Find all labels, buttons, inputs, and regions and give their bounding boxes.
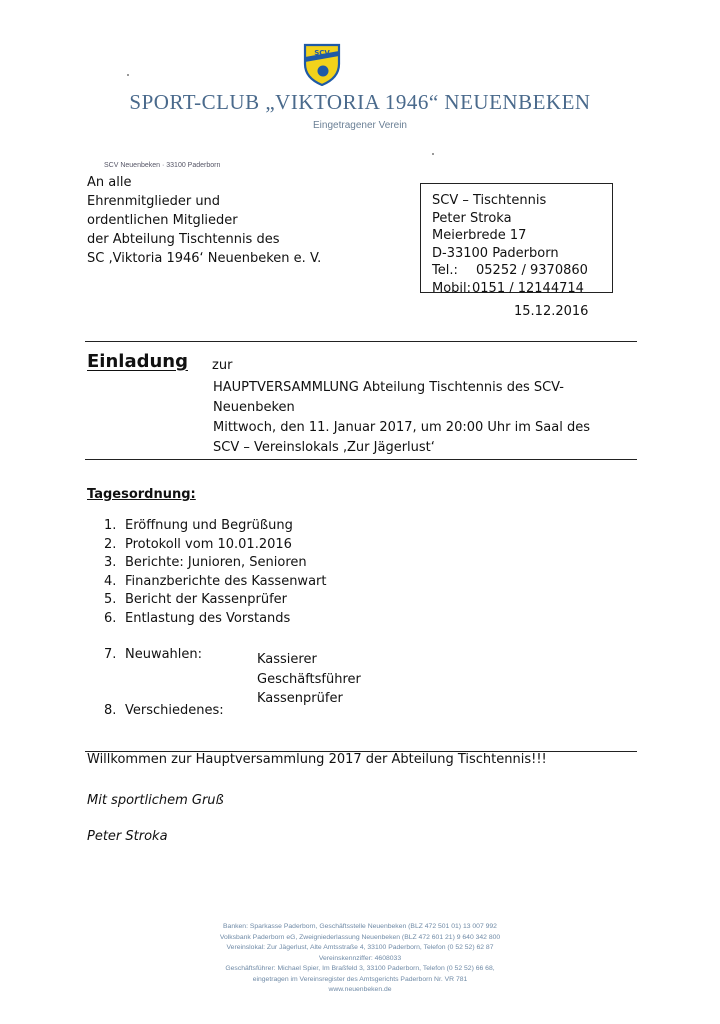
agenda-num: 6. [104,610,117,626]
elections-list [257,650,361,709]
invitation-line: SCV – Vereinslokals ‚Zur Jägerlust‘ [213,440,435,455]
mobile-number: 0151 / 12144714 [472,280,584,296]
invitation-line: Mittwoch, den 11. Januar 2017, um 20:00 Uhr im Saal des [213,420,590,435]
club-crest-logo [302,42,342,86]
contact-mobile-row [432,280,612,298]
agenda-num: 2. [104,536,117,552]
divider-middle [85,459,637,460]
agenda-item [104,517,424,536]
invitation-title: Einladung [87,351,188,372]
agenda-num: 7. [104,647,117,662]
agenda-num: 4. [104,573,117,589]
contact-name: Peter Stroka [432,210,512,226]
recipient-line: ordentlichen Mitglieder [87,213,238,228]
agenda-text: Eröffnung und Begrüßung [125,518,293,533]
contact-city: D-33100 Paderborn [432,245,559,261]
footer-line: Geschäftsführer: Michael Spier, Im Braßfeld 3, 33100 Paderborn, Telefon (0 52 52) 66 68, [225,965,495,972]
letter-date: 15.12.2016 [514,304,589,319]
signature: Peter Stroka [87,829,168,844]
election-item: Geschäftsführer [257,671,361,687]
logo-text: SCV [314,49,330,57]
invitation-zur: zur [212,358,233,373]
scan-speck [432,153,434,155]
agenda-num: 1. [104,518,117,533]
footer [0,922,720,996]
tel-label: Tel.: [432,263,458,278]
agenda-title: Tagesordnung: [87,487,196,502]
footer-line: eingetragen im Vereinsregister des Amtsgerichts Paderborn Nr. VR 781 [252,975,468,983]
club-name: SPORT-CLUB „VIKTORIA 1946“ NEUENBEKEN [129,90,591,114]
agenda-text: Entlastung des Vorstands [125,610,291,626]
closing-line: Willkommen zur Hauptversammlung 2017 der Abteilung Tischtennis!!! [87,752,547,767]
contact-dept: SCV – Tischtennis [432,193,547,208]
agenda-item [104,573,424,592]
election-item: Kassierer [257,652,317,667]
divider-top [85,341,637,342]
mobile-label: Mobil: [432,280,472,296]
agenda-text: Berichte: Junioren, Senioren [125,555,307,570]
recipient-line: der Abteilung Tischtennis des [87,232,280,247]
agenda-item [104,610,424,629]
agenda-item [104,554,424,573]
footer-line: Vereinslokal: Zur Jägerlust, Alte Amtsstraße 4, 33100 Paderborn, Telefon (0 52 52) 62 87 [226,944,494,951]
agenda-num: 8. [104,702,117,718]
invitation-body [213,378,623,458]
footer-line: Banken: Sparkasse Paderborn, Geschäftsstelle Neuenbeken (BLZ 472 501 01) 13 007 992 [223,923,497,930]
footer-line: Vereinskennziffer: 4608033 [318,954,402,962]
contact-tel-row [432,262,612,280]
agenda-item [104,536,424,555]
invitation-line: HAUPTVERSAMMLUNG Abteilung Tischtennis des SCV- [213,380,564,395]
agenda-item [104,591,424,610]
agenda-text: Neuwahlen: [125,647,203,662]
footer-website[interactable]: www.neuenbeken.de [328,986,392,993]
tel-number: 05252 / 9370860 [476,263,588,278]
agenda-text: Verschiedenes: [125,702,224,718]
footer-line: Volksbank Paderborn eG, Zweigniederlassung Neuenbeken (BLZ 472 601 21) 9 640 342 800 [219,933,501,941]
invitation-line: Neuenbeken [213,400,295,415]
election-item: Kassenprüfer [257,691,343,706]
contact-street: Meierbrede 17 [432,228,527,243]
agenda-num: 3. [104,555,117,570]
sender-line: SCV Neuenbeken · 33100 Paderborn [104,162,221,169]
agenda-num: 5. [104,592,117,607]
recipient-address [87,173,321,268]
recipient-line: SC ‚Viktoria 1946‘ Neuenbeken e. V. [87,251,322,266]
recipient-line: Ehrenmitglieder und [87,194,221,209]
contact-box [420,183,613,296]
club-subtitle: Eingetragener Verein [313,120,407,131]
agenda-text: Finanzberichte des Kassenwart [125,573,327,589]
agenda-text: Protokoll vom 10.01.2016 [125,536,292,552]
scan-speck [127,74,129,76]
recipient-line: An alle [87,175,132,190]
agenda-spacer [104,628,424,646]
greeting: Mit sportlichem Gruß [87,793,224,808]
agenda-text: Bericht der Kassenprüfer [125,592,288,607]
